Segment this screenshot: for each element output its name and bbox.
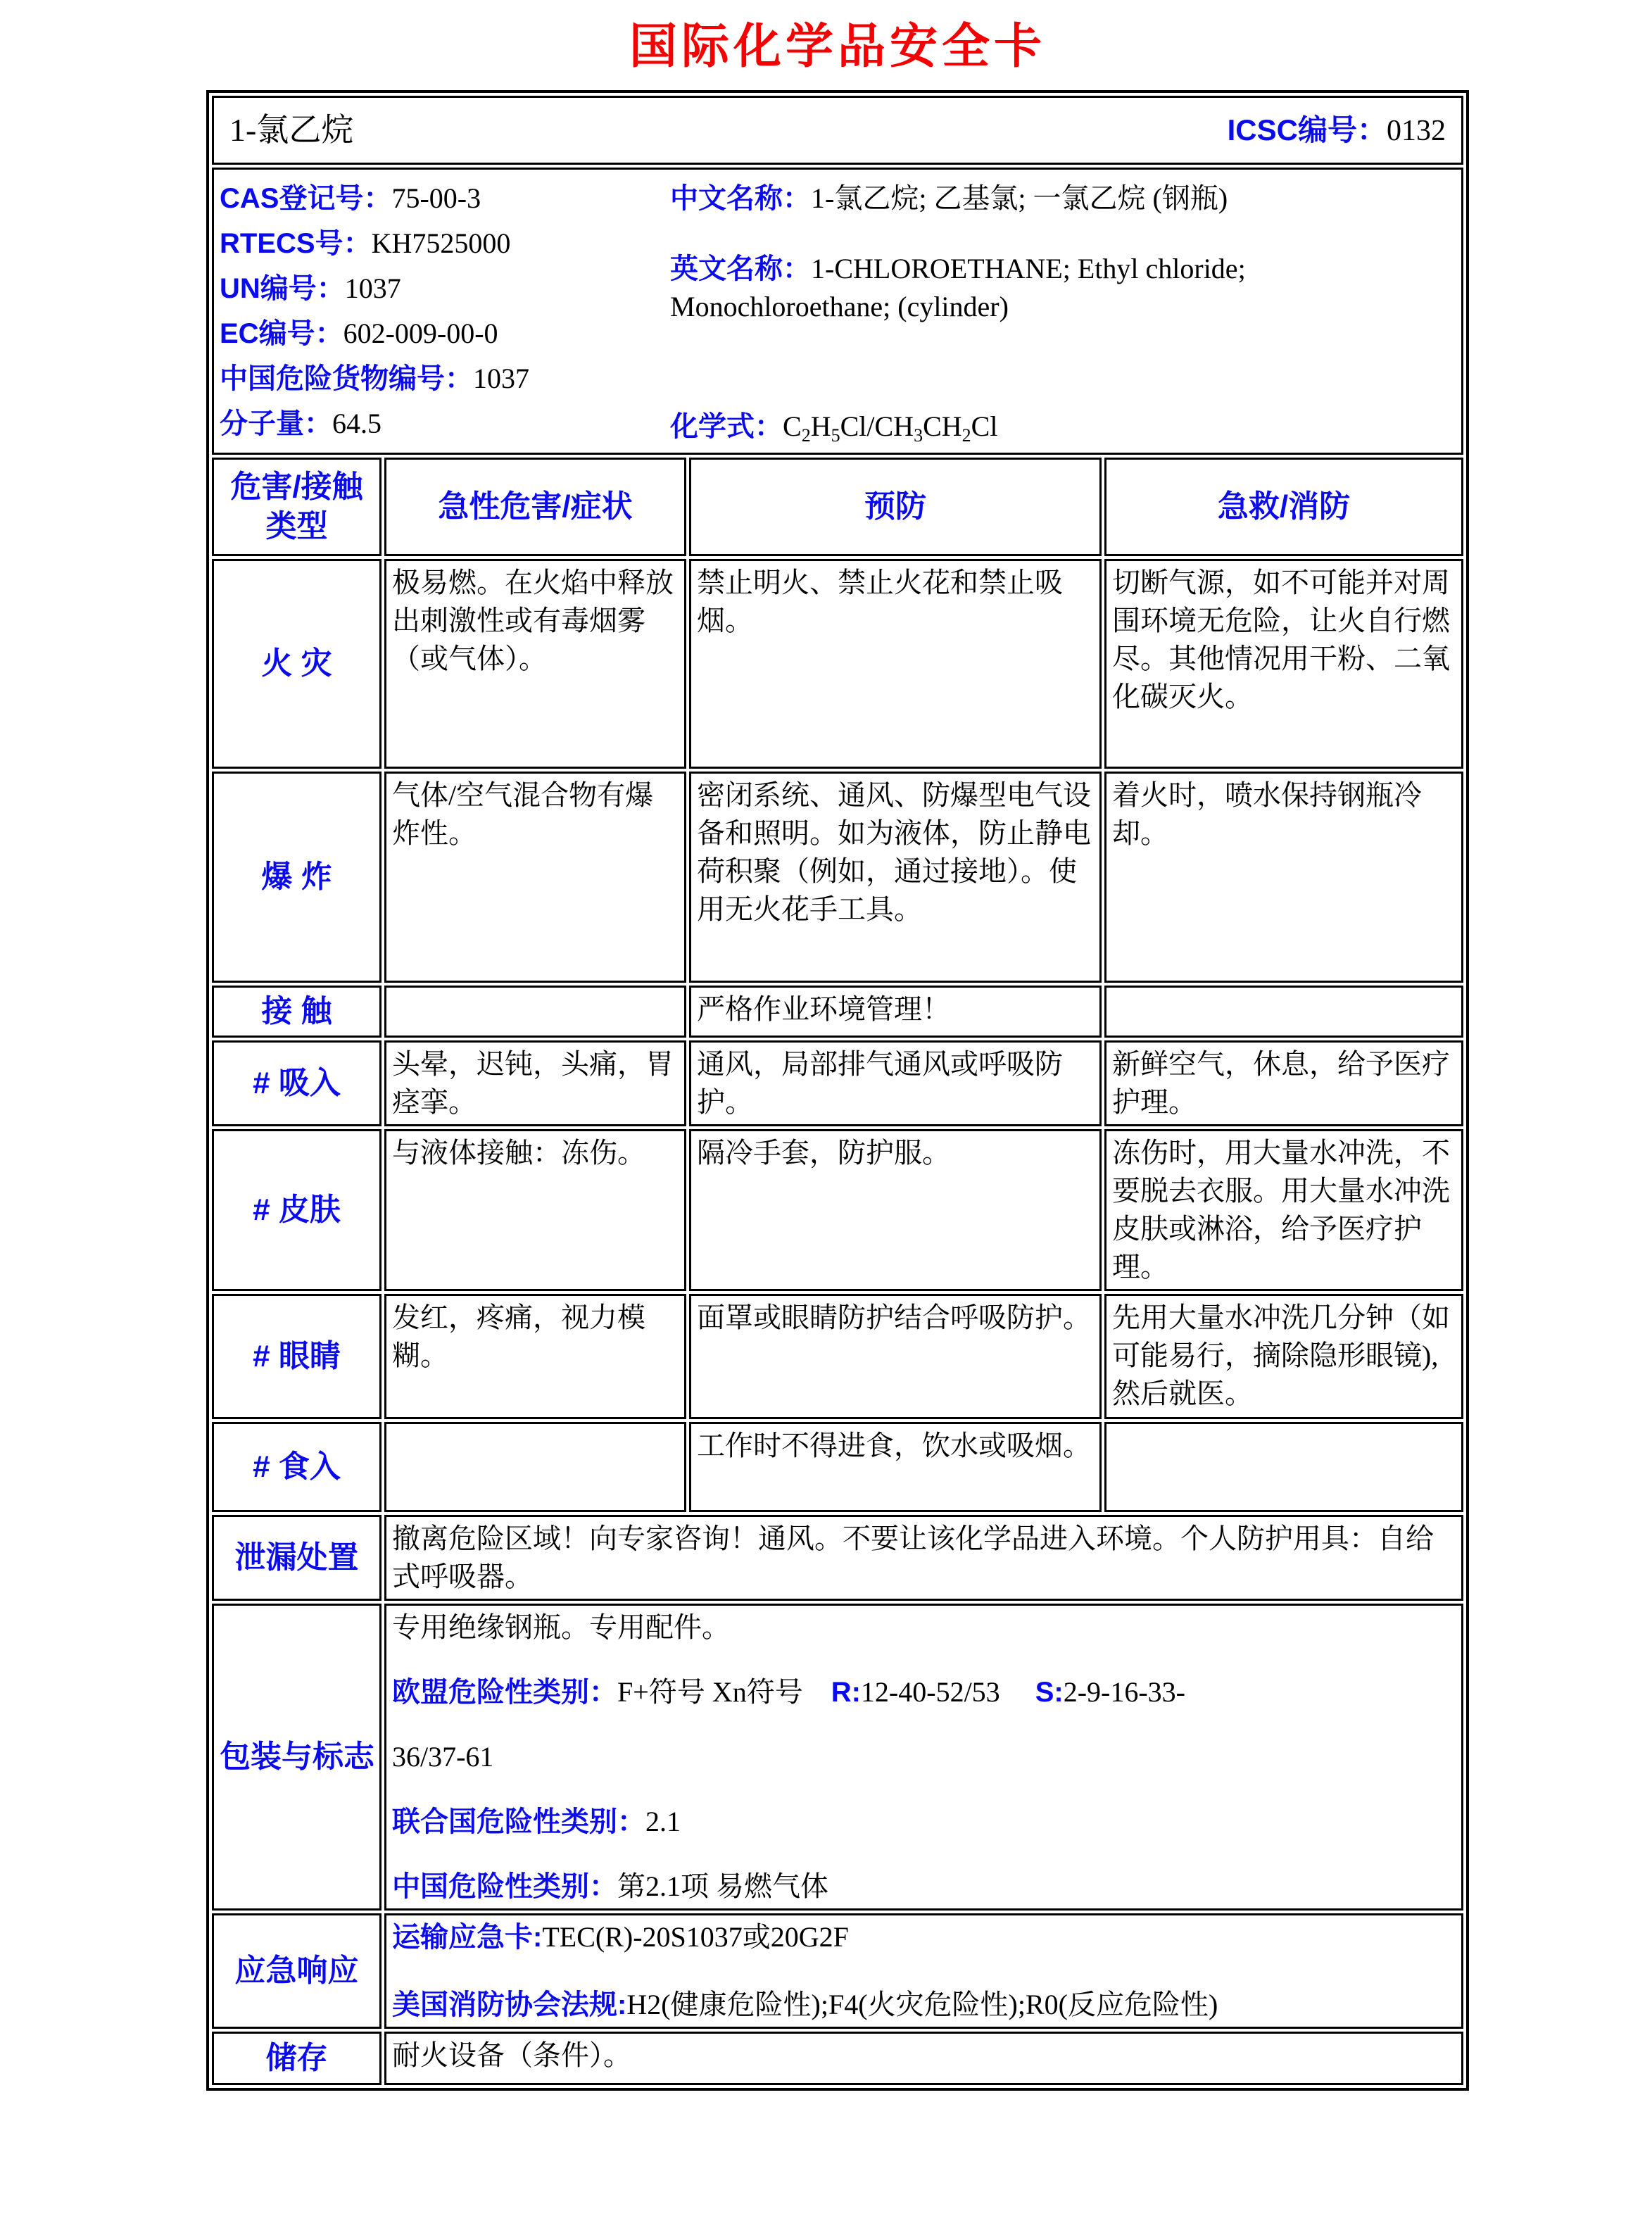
chemical-name: 1-氯乙烷 bbox=[229, 112, 354, 148]
identifiers-row bbox=[212, 168, 1463, 455]
table-row-fire bbox=[212, 559, 1463, 769]
english-name: 英文名称：1-CHLOROETHANE; Ethyl chloride; Monochloroethane; (cylinder) bbox=[670, 253, 1246, 322]
skin-symptoms: 与液体接触：冻伤。 bbox=[384, 1129, 686, 1291]
row-label-inhalation: # 吸入 bbox=[212, 1040, 382, 1126]
packaging-content bbox=[384, 1604, 1463, 1911]
icsc-number-label: ICSC编号： bbox=[1227, 113, 1387, 146]
table-row-inhalation bbox=[212, 1040, 1463, 1126]
table-row-ingestion bbox=[212, 1422, 1463, 1512]
row-label-eyes: # 眼睛 bbox=[212, 1294, 382, 1419]
packaging-line-cylinder: 专用绝缘钢瓶。专用配件。 bbox=[392, 1611, 730, 1643]
molecular-weight: 分子量：64.5 bbox=[220, 408, 382, 439]
table-row-explosion bbox=[212, 772, 1463, 983]
identifier-list bbox=[220, 180, 670, 446]
table-row-eyes bbox=[212, 1294, 1463, 1419]
table-row-spill-disposal bbox=[212, 1515, 1463, 1601]
skin-prevention: 隔冷手套，防护服。 bbox=[689, 1129, 1102, 1291]
icsc-number-value: 0132 bbox=[1387, 114, 1446, 147]
eyes-symptoms: 发红，疼痛，视力模糊。 bbox=[384, 1294, 686, 1419]
row-label-packaging: 包装与标志 bbox=[212, 1604, 382, 1911]
emergency-line-tec: 运输应急卡:TEC(R)-20S1037或20G2F bbox=[392, 1921, 849, 1953]
icsc-number bbox=[1228, 111, 1446, 150]
ec-number: EC编号：602-009-00-0 bbox=[220, 317, 498, 349]
contact-response bbox=[1104, 986, 1463, 1038]
inhalation-prevention: 通风，局部排气通风或呼吸防护。 bbox=[689, 1040, 1102, 1126]
explosion-prevention: 密闭系统、通风、防爆型电气设备和照明。如为液体，防止静电荷积聚（例如，通过接地）。使用无火花手工具。 bbox=[689, 772, 1102, 983]
chinese-name: 中文名称：1-氯乙烷; 乙基氯; 一氯乙烷 (钢瓶) bbox=[670, 182, 1228, 214]
packaging-line-eu-class: 欧盟危险性类别：F+符号 Xn符号 R:12-40-52/53 S:2-9-16-33- bbox=[392, 1676, 1185, 1708]
card-header-row bbox=[212, 96, 1463, 165]
skin-response: 冻伤时，用大量水冲洗，不要脱去衣服。用大量水冲洗皮肤或淋浴，给予医疗护理。 bbox=[1104, 1129, 1463, 1291]
col-header-symptoms: 急性危害/症状 bbox=[384, 458, 686, 556]
row-label-storage: 储存 bbox=[212, 2032, 382, 2085]
row-label-contact: 接 触 bbox=[212, 986, 382, 1038]
cas-number: CAS登记号：75-00-3 bbox=[220, 182, 481, 214]
un-number: UN编号：1037 bbox=[220, 272, 401, 304]
inhalation-response: 新鲜空气，休息，给予医疗护理。 bbox=[1104, 1040, 1463, 1126]
hazard-table-header bbox=[212, 458, 1463, 556]
table-row-packaging bbox=[212, 1604, 1463, 1911]
chemical-formula: 化学式：C2H5Cl/CH3CH2Cl bbox=[670, 410, 998, 446]
fire-symptoms: 极易燃。在火焰中释放出刺激性或有毒烟雾（或气体）。 bbox=[384, 559, 686, 769]
storage-text: 耐火设备（条件）。 bbox=[384, 2032, 1463, 2085]
eyes-prevention: 面罩或眼睛防护结合呼吸防护。 bbox=[689, 1294, 1102, 1419]
emergency-line-nfpa: 美国消防协会法规:H2(健康危险性);F4(火灾危险性);R0(反应危险性) bbox=[392, 1989, 1218, 2020]
packaging-line-un-class: 联合国危险性类别：2.1 bbox=[392, 1806, 681, 1837]
packaging-line-eu-class-cont: 36/37-61 bbox=[392, 1741, 494, 1773]
col-header-prevention: 预防 bbox=[689, 458, 1102, 556]
inhalation-symptoms: 头晕，迟钝，头痛，胃痉挛。 bbox=[384, 1040, 686, 1126]
explosion-symptoms: 气体/空气混合物有爆炸性。 bbox=[384, 772, 686, 983]
table-row-storage bbox=[212, 2032, 1463, 2085]
icsc-card bbox=[206, 90, 1469, 2091]
row-label-skin: # 皮肤 bbox=[212, 1129, 382, 1291]
row-label-ingestion: # 食入 bbox=[212, 1422, 382, 1512]
contact-symptoms bbox=[384, 986, 686, 1038]
ingestion-prevention: 工作时不得进食，饮水或吸烟。 bbox=[689, 1422, 1102, 1512]
name-list bbox=[670, 180, 1456, 446]
table-row-skin bbox=[212, 1129, 1463, 1291]
row-label-explosion: 爆 炸 bbox=[212, 772, 382, 983]
contact-prevention: 严格作业环境管理！ bbox=[689, 986, 1102, 1038]
emergency-response-content bbox=[384, 1913, 1463, 2029]
spill-disposal-text: 撤离危险区域！向专家咨询！通风。不要让该化学品进入环境。个人防护用具：自给式呼吸器。 bbox=[384, 1515, 1463, 1601]
page-title: 国际化学品安全卡 bbox=[629, 18, 1046, 75]
row-label-emergency-response: 应急响应 bbox=[212, 1913, 382, 2029]
table-row-contact bbox=[212, 986, 1463, 1038]
rtecs-number: RTECS号：KH7525000 bbox=[220, 227, 511, 259]
fire-prevention: 禁止明火、禁止火花和禁止吸烟。 bbox=[689, 559, 1102, 769]
row-label-spill-disposal: 泄漏处置 bbox=[212, 1515, 382, 1601]
row-label-fire: 火 灾 bbox=[212, 559, 382, 769]
china-dg-number: 中国危险货物编号：1037 bbox=[220, 363, 529, 394]
packaging-line-china-class: 中国危险性类别：第2.1项 易燃气体 bbox=[392, 1870, 828, 1902]
col-header-firstaid: 急救/消防 bbox=[1104, 458, 1463, 556]
explosion-response: 着火时，喷水保持钢瓶冷却。 bbox=[1104, 772, 1463, 983]
eyes-response: 先用大量水冲洗几分钟（如可能易行，摘除隐形眼镜),然后就医。 bbox=[1104, 1294, 1463, 1419]
fire-response: 切断气源，如不可能并对周围环境无危险，让火自行燃尽。其他情况用干粉、二氧化碳灭火。 bbox=[1104, 559, 1463, 769]
table-row-emergency-response bbox=[212, 1913, 1463, 2029]
ingestion-response bbox=[1104, 1422, 1463, 1512]
formula-value: C2H5Cl/CH3CH2Cl bbox=[783, 410, 998, 446]
ingestion-symptoms bbox=[384, 1422, 686, 1512]
col-header-hazard-type: 危害/接触类型 bbox=[212, 458, 382, 556]
